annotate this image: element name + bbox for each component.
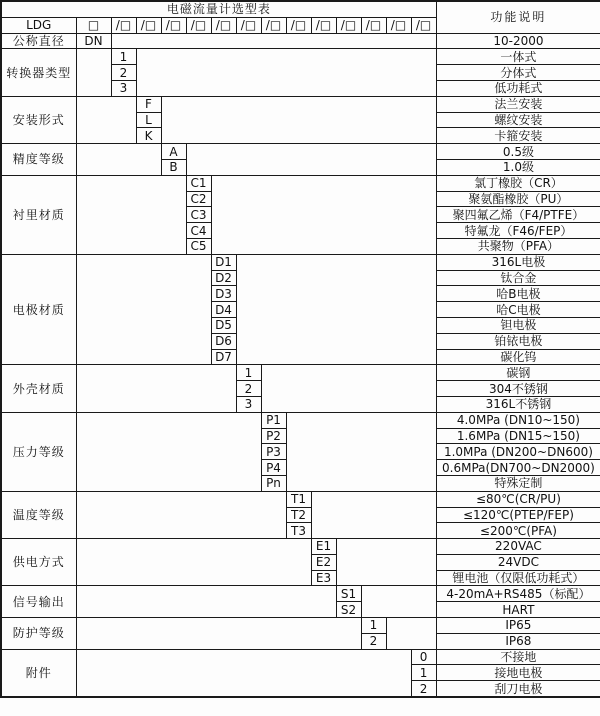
code-slot-cell: /□ — [386, 17, 411, 33]
option-desc-cell: 钽电极 — [436, 317, 600, 333]
option-desc-cell: 刮刀电极 — [436, 681, 600, 697]
code-slot-cell: /□ — [311, 17, 336, 33]
option-desc-cell: 特氟龙（F46/FEP） — [436, 223, 600, 239]
option-desc-cell: 分体式 — [436, 65, 600, 81]
option-code-cell: T3 — [286, 523, 311, 539]
option-code-cell: D7 — [211, 349, 236, 365]
code-slot-cell: /□ — [286, 17, 311, 33]
option-code-cell: 3 — [111, 80, 136, 96]
option-code-cell: C3 — [186, 207, 211, 223]
option-code-cell: 2 — [236, 381, 261, 397]
option-desc-cell: 1.0MPa (DN200~DN600) — [436, 444, 600, 460]
filler-cell — [361, 586, 436, 618]
option-code-cell: E1 — [311, 539, 336, 555]
category-label-pressure-rating: 压力等级 — [1, 412, 76, 491]
option-desc-cell: 碳钢 — [436, 365, 600, 381]
filler-cell — [76, 144, 161, 176]
filler-cell — [286, 412, 436, 491]
option-desc-cell: 低功耗式 — [436, 80, 600, 96]
filler-cell — [336, 539, 436, 586]
option-code-cell: C4 — [186, 223, 211, 239]
filler-cell — [76, 49, 111, 96]
code-slot-cell: /□ — [336, 17, 361, 33]
option-desc-cell: 1.6MPa (DN15~150) — [436, 428, 600, 444]
filler-cell — [76, 412, 261, 491]
option-code-cell: C2 — [186, 191, 211, 207]
option-code-cell: D2 — [211, 270, 236, 286]
option-code-cell: D6 — [211, 333, 236, 349]
option-code-cell: F — [136, 96, 161, 112]
option-desc-cell: 哈C电极 — [436, 302, 600, 318]
filler-cell — [76, 96, 136, 143]
option-code-cell: P1 — [261, 412, 286, 428]
code-slot-cell: /□ — [111, 17, 136, 33]
filler-cell — [161, 96, 436, 143]
option-code-cell: D3 — [211, 286, 236, 302]
option-desc-cell: 316L电极 — [436, 254, 600, 270]
option-code-cell: D4 — [211, 302, 236, 318]
option-code-cell: S2 — [336, 602, 361, 618]
option-desc-cell: 220VAC — [436, 539, 600, 555]
option-desc-cell: 螺纹安装 — [436, 112, 600, 128]
option-code-cell: 3 — [236, 396, 261, 412]
dn-code-cell: DN — [76, 33, 111, 49]
option-code-cell: D1 — [211, 254, 236, 270]
option-code-cell: K — [136, 128, 161, 144]
option-desc-cell: 一体式 — [436, 49, 600, 65]
option-code-cell: P2 — [261, 428, 286, 444]
code-slot-cell: /□ — [161, 17, 186, 33]
option-code-cell: D5 — [211, 317, 236, 333]
filler-cell — [76, 586, 336, 618]
category-label-signal-output: 信号输出 — [1, 586, 76, 618]
option-code-cell: B — [161, 159, 186, 175]
option-code-cell: S1 — [336, 586, 361, 602]
option-desc-cell: 哈B电极 — [436, 286, 600, 302]
option-desc-cell: ≤80℃(CR/PU) — [436, 491, 600, 507]
option-code-cell: 1 — [111, 49, 136, 65]
option-code-cell: E2 — [311, 554, 336, 570]
option-desc-cell: 不接地 — [436, 649, 600, 665]
category-label-accessories: 附件 — [1, 649, 76, 697]
option-code-cell: C1 — [186, 175, 211, 191]
option-desc-cell: 304不锈钢 — [436, 381, 600, 397]
category-label-power-supply: 供电方式 — [1, 539, 76, 586]
option-desc-cell: IP65 — [436, 618, 600, 634]
option-desc-cell: 4-20mA+RS485（标配） — [436, 586, 600, 602]
option-code-cell: T2 — [286, 507, 311, 523]
code-slot-cell: /□ — [261, 17, 286, 33]
filler-cell — [76, 539, 311, 586]
option-code-cell: C5 — [186, 238, 211, 254]
category-label-nominal-diameter: 公称直径 — [1, 33, 76, 49]
option-desc-cell: 钛合金 — [436, 270, 600, 286]
option-code-cell: P3 — [261, 444, 286, 460]
option-desc-cell: 氯丁橡胶（CR） — [436, 175, 600, 191]
option-desc-cell: 碳化钨 — [436, 349, 600, 365]
filler-cell — [211, 175, 436, 254]
filler-cell — [76, 365, 236, 412]
filler-cell — [76, 618, 361, 650]
filler-cell — [311, 491, 436, 538]
code-slot-cell: /□ — [361, 17, 386, 33]
category-label-converter-type: 转换器类型 — [1, 49, 76, 96]
option-code-cell: 1 — [361, 618, 386, 634]
option-code-cell: L — [136, 112, 161, 128]
option-desc-cell: 接地电极 — [436, 665, 600, 681]
code-slot-cell: /□ — [236, 17, 261, 33]
option-code-cell: E3 — [311, 570, 336, 586]
option-code-cell: A — [161, 144, 186, 160]
filler-cell — [76, 175, 186, 254]
option-desc-cell: 法兰安装 — [436, 96, 600, 112]
option-code-cell: 2 — [361, 633, 386, 649]
option-desc-cell: 共聚物（PFA） — [436, 238, 600, 254]
option-desc-cell: 10-2000 — [436, 33, 600, 49]
category-label-electrode-material: 电极材质 — [1, 254, 76, 365]
option-desc-cell: 4.0MPa (DN10~150) — [436, 412, 600, 428]
filler-cell — [136, 49, 436, 96]
option-desc-cell: 铂铱电极 — [436, 333, 600, 349]
filler-cell — [186, 144, 436, 176]
option-code-cell: 1 — [236, 365, 261, 381]
option-desc-cell: 聚四氟乙烯（F4/PTFE） — [436, 207, 600, 223]
option-desc-cell: ≤120℃(PTEP/FEP) — [436, 507, 600, 523]
code-slot-cell: /□ — [211, 17, 236, 33]
option-code-cell: 1 — [411, 665, 436, 681]
category-label-accuracy-class: 精度等级 — [1, 144, 76, 176]
option-desc-cell: 卡箍安装 — [436, 128, 600, 144]
option-desc-cell: 0.5级 — [436, 144, 600, 160]
model-prefix-cell: LDG — [1, 17, 76, 33]
filler-cell — [76, 254, 211, 365]
option-desc-cell: 316L不锈钢 — [436, 396, 600, 412]
filler-cell — [111, 33, 436, 49]
filler-cell — [76, 649, 411, 697]
option-desc-cell: 特殊定制 — [436, 475, 600, 491]
option-desc-cell: 锂电池（仅限低功耗式） — [436, 570, 600, 586]
category-label-liner-material: 衬里材质 — [1, 175, 76, 254]
option-desc-cell: HART — [436, 602, 600, 618]
option-code-cell: P4 — [261, 460, 286, 476]
option-desc-cell: ≤200℃(PFA) — [436, 523, 600, 539]
category-label-installation-type: 安装形式 — [1, 96, 76, 143]
option-desc-cell: IP68 — [436, 633, 600, 649]
option-desc-cell: 聚氨酯橡胶（PU） — [436, 191, 600, 207]
option-code-cell: 2 — [411, 681, 436, 697]
model-box-cell: □ — [76, 17, 111, 33]
code-slot-cell: /□ — [411, 17, 436, 33]
filler-cell — [261, 365, 436, 412]
option-code-cell: 0 — [411, 649, 436, 665]
option-desc-cell: 0.6MPa(DN700~DN2000) — [436, 460, 600, 476]
code-slot-cell: /□ — [186, 17, 211, 33]
table-title: 电磁流量计选型表 — [1, 1, 436, 17]
category-label-temperature-rating: 温度等级 — [1, 491, 76, 538]
option-code-cell: T1 — [286, 491, 311, 507]
filler-cell — [386, 618, 436, 650]
category-label-housing-material: 外壳材质 — [1, 365, 76, 412]
function-column-header: 功能说明 — [436, 1, 600, 33]
option-desc-cell: 24VDC — [436, 554, 600, 570]
option-desc-cell: 1.0级 — [436, 159, 600, 175]
option-code-cell: 2 — [111, 65, 136, 81]
filler-cell — [76, 491, 286, 538]
option-code-cell: Pn — [261, 475, 286, 491]
code-slot-cell: /□ — [136, 17, 161, 33]
category-label-protection-rating: 防护等级 — [1, 618, 76, 650]
filler-cell — [236, 254, 436, 365]
